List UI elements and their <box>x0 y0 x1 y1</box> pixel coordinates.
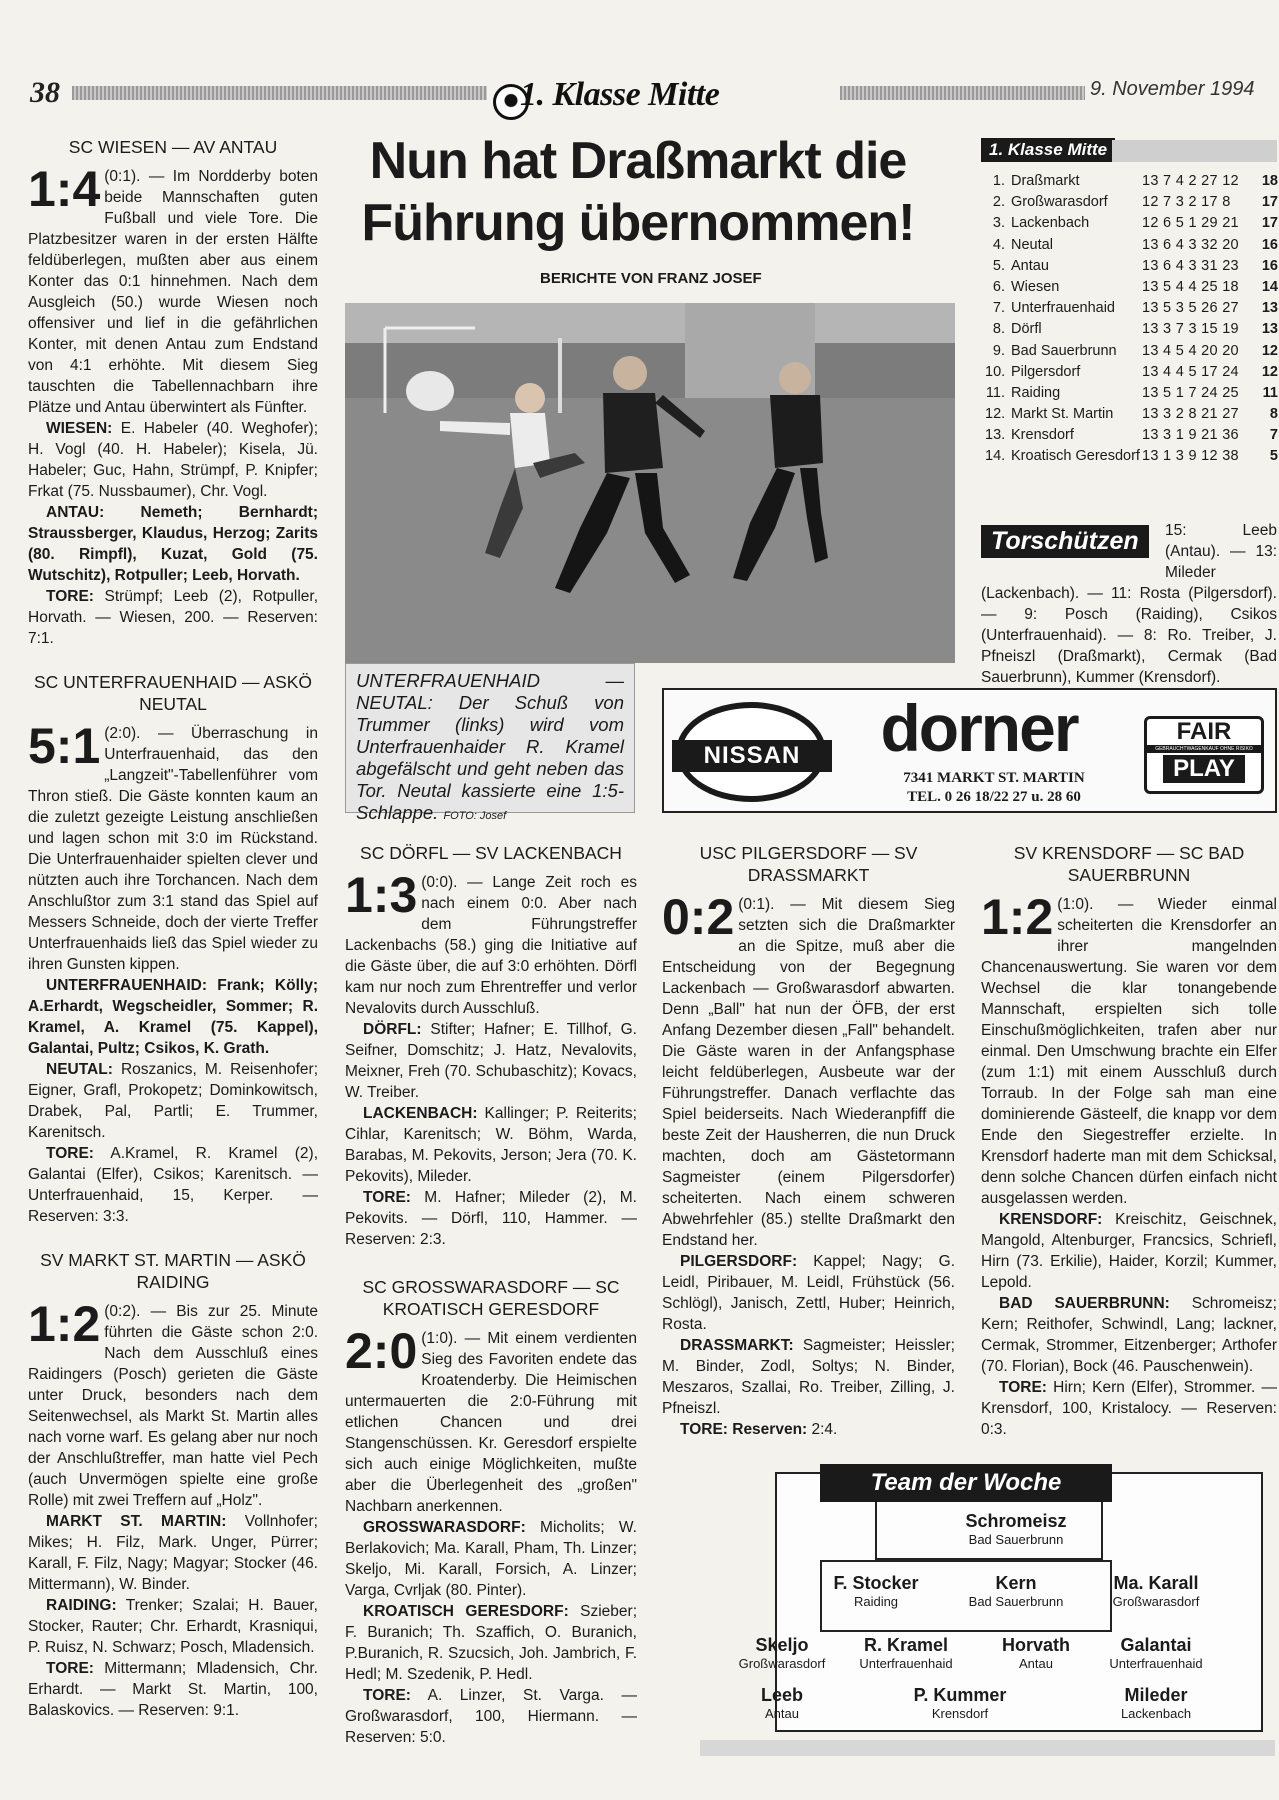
match-report: (2:0). — Überraschung in Unterfrauenhaid, das den „Langzeit"-Tabellenführer vom Thron stieß. Die Gäste konnten kaum an die zuletzt gezeigte Leistung anschließen und lagen schon mit 3:0 im Rückstand. Die Unterfrauenhaider spielten clever und nützten auch ihre Torchancen. Nach dem Anschlußtor zum 3:1 stand das Spiel auf Messers Schneide, doch der vierte Treffer Unterfrauenhaids ließ das Spiel wieder zu ihren Gunsten kippen. <box>28 725 318 973</box>
player-club: Großwarasdorf <box>1112 1594 1200 1609</box>
page-number: 38 <box>30 76 60 109</box>
player-name: Ma. Karall <box>1113 1573 1199 1593</box>
player-name: Galantai <box>1120 1635 1192 1655</box>
table-cell-pts: 13 <box>1261 300 1278 317</box>
player-club: Bad Sauerbrunn <box>968 1594 1064 1609</box>
table-cell-team: Bad Sauerbrunn <box>1011 342 1117 359</box>
match-title: SV KRENSDORF — SC BAD SAUERBRUNN <box>1013 843 1245 885</box>
report-grosswarasdorf: SC GROSSWARASDORF — SC KROATISCH GERESDORF 2:0 (1:0). — Mit einem verdienten Sieg des Favoriten endete das Kroatenderby. Die Heimischen untermauerten die 2:0-Führung mit etlichen Chancen und drei Stangenschüssen. Kr. Geresdorf erspielte sich auch einige Möglichkeiten, mußte aber die Überlegenheit des „großen" Nachbarn anerkennen. GROSSWARASDORF: Micholits; W. Berlakovich; Ma. Karall, Pham, Th. Linzer; Skeljo, Mi. Karall, Forsich, A. Linzer; Varga, Cvrljak (80. Pinter). KROATISCH GERESDORF: Szieber; F. Buranich; Th. Szaffich, O. Buranich, P.Buranich, R. Szucsich, Joh. Jambrich, F. Hedl; M. Szedenik, P. Hedl. TORE: A. Linzer, St. Varga. — Großwarasdorf, 100, Hiermann. — Reserven: 5:0. <box>345 1277 637 1746</box>
table-cell-pos: 2. <box>992 194 1005 211</box>
photo-caption <box>345 663 635 823</box>
match-title: USC PILGERSDORF — SV DRASSMARKT <box>699 843 918 885</box>
table-row <box>985 362 1278 383</box>
player-club: Krensdorf <box>931 1706 989 1721</box>
table-cell-pos: 7. <box>992 300 1005 317</box>
table-cell-pos: 9. <box>992 342 1005 359</box>
team-player <box>880 1684 1040 1722</box>
table-cell-team: Unterfrauenhaid <box>1011 300 1115 317</box>
player-club: Raiding <box>853 1594 899 1609</box>
player-club: Unterfrauenhaid <box>859 1656 953 1671</box>
match-photo <box>345 303 955 663</box>
table-cell-pts: 18 <box>1261 173 1278 189</box>
player-name: F. Stocker <box>833 1573 919 1593</box>
table-cell-stats: 13 3 7 3 15 19 <box>1142 321 1239 338</box>
header-rule-right <box>840 86 1085 100</box>
match-score: 0:2 <box>662 889 735 945</box>
table-cell-pts: 13 <box>1261 321 1278 338</box>
table-cell-team: Krensdorf <box>1011 427 1074 444</box>
table-cell-team: Lackenbach <box>1011 215 1090 232</box>
table-row <box>985 341 1278 362</box>
report-unterfrauenhaid: SC UNTERFRAUENHAID — ASKÖ NEUTAL 5:1 (2:0). — Überraschung in Unterfrauenhaid, das den „Langzeit"-Tabellenführer vom Thron stieß. Die Gäste konnten kaum an die zuletzt gezeigte Leistung anschließen und lagen schon mit 3:0 im Rückstand. Die Unterfrauenhaider spielten clever und nützten auch ihre Torchancen. Nach dem Anschlußtor zum 3:1 stand das Spiel auf Messers Schneide, doch der vierte Treffer Unterfrauenhaids ließ das Spiel wieder zu ihren Gunsten kippen. UNTERFRAUENHAID: Frank; Kölly; A.Erhardt, Wegscheidler, Sommer; R. Kramel, A. Kramel (75. Kappel), Galantai, Pultz; Csikos, K. Grath. NEUTAL: Roszanics, M. Reisenhofer; Eigner, Grafl, Prokopetz; Dominkowitsch, Drabek, Pal, Partli; E. Trummer, Karenitsch. TORE: A.Kramel, R. Kramel (2), Galantai (Elfer), Csikos; Karenitsch. — Unterfrauenhaid, 15, Kerper. — Reserven: 3:3. <box>28 672 318 1225</box>
table-cell-pts: 16 <box>1261 257 1278 274</box>
table-row <box>985 256 1278 277</box>
column-1 <box>28 136 318 1721</box>
table-row <box>985 319 1278 340</box>
table-cell-pos: 1. <box>992 173 1005 189</box>
table-cell-stats: 13 3 1 9 21 36 <box>1142 427 1239 444</box>
team-player <box>702 1684 862 1722</box>
player-club: Unterfrauenhaid <box>1109 1656 1203 1671</box>
table-cell-team: Wiesen <box>1011 278 1060 295</box>
player-name: Skeljo <box>755 1635 809 1655</box>
match-score: 2:0 <box>345 1323 418 1379</box>
nissan-logo <box>676 702 826 802</box>
match-report: (0:2). — Bis zur 25. Minute führten die Gäste schon 2:0. Nach dem Ausschluß eines Raidingers (Posch) gerieten die Gäste unter Druck, besonders nach dem Seitenwechsel, als Markt St. Martin alles nach vorne warf. Es gelang aber nur noch der Anschlußtreffer, man hatte viel Pech (auch Unvermögen spielte eine große Rolle) mit zwei Treffern auf „Holz". <box>28 1303 318 1509</box>
caption-text: UNTERFRAUENHAID — NEUTAL: Der Schuß von Trummer (links) wird vom Unterfrauenhaider R. Kramel abgefälscht und geht neben das Tor. Neutal kassierte eine 1:5-Schlappe. <box>356 670 624 823</box>
report-wiesen: SC WIESEN — AV ANTAU 1:4 (0:1). — Im Nordderby boten beide Mannschaften guten Fußball und viele Tore. Die Platzbesitzer waren in der ersten Hälfte feldüberlegen, mußten aber aus einem Konter das 0:1 hinnehmen. Nach dem Ausgleich (50.) wurde Wiesen noch offensiver und lief in die gefährlichen Konter, mit denen Antau zum Endstand von 4:1 erhöhte. Mit diesem Sieg tauschten die Tabellennachbarn ihre Plätze und Antau überwintert als Fünfter. WIESEN: E. Habeler (40. Weghofer); H. Vogl (40. H. Habeler); Kisela, Jü. Habeler; Guc, Hahn, Strümpf, P. Knipfer; Frkat (75. Nussbaumer), Chr. Vogl. ANTAU: Nemeth; Bernhardt; Straussberger, Klaudus, Herzog; Zarits (80. Rimpfl), Kuzat, Gold (75. Wutschitz), Rotpuller; Leeb, Horvath. TORE: Strümpf; Leeb (2), Rotpuller, Horvath. — Wiesen, 200. — Reserven: 7:1. <box>28 137 318 647</box>
table-cell-team: Draßmarkt <box>1011 173 1080 189</box>
table-cell-stats: 13 6 4 3 32 20 <box>1142 236 1239 253</box>
report-markt-st-martin: SV MARKT ST. MARTIN — ASKÖ RAIDING 1:2 (0:2). — Bis zur 25. Minute führten die Gäste schon 2:0. Nach dem Ausschluß eines Raidingers (Posch) gerieten die Gäste unter Druck, besonders nach dem Seitenwechsel, als Markt St. Martin alles nach vorne warf. Es gelang aber nur noch der Anschlußtreffer, man hatte viel Pech (auch Unvermögen spielte eine große Rolle) mit zwei Treffern auf „Holz". MARKT ST. MARTIN: Vollnhofer; Mikes; H. Filz, Mark. Unger, Pürrer; Karall, F. Filz, Nagy; Magyar; Stocker (46. Mittermann), W. Binder. RAIDING: Trenker; Szalai; H. Bauer, Stocker, Rauter; Chr. Erhardt, Krasniqui, P. Ruisz, N. Schwarz; Posch, Mladensich. TORE: Mittermann; Mladensich, Chr. Erhardt. — Markt St. Martin, 100, Balaskovics. — Reserven: 9:1. <box>28 1250 318 1719</box>
match-score: 1:2 <box>981 889 1054 945</box>
table-row <box>985 298 1278 319</box>
table-row <box>985 235 1278 256</box>
table-cell-pos: 12. <box>985 406 1006 423</box>
table-cell-stats: 13 5 1 7 24 25 <box>1142 384 1239 401</box>
team-player <box>936 1510 1096 1548</box>
table-cell-stats: 13 1 3 9 12 38 <box>1142 448 1239 465</box>
badge-middle-text: GEBRAUCHTWAGENKAUF OHNE RISIKO <box>1145 745 1263 753</box>
match-title: SC UNTERFRAUENHAID — ASKÖ NEUTAL <box>33 672 313 714</box>
byline: BERICHTE VON FRANZ JOSEF <box>540 270 762 287</box>
column-2 <box>345 842 637 1748</box>
footer-rule <box>700 1740 1275 1756</box>
table-cell-pos: 10. <box>985 363 1006 380</box>
table-cell-pts: 12 <box>1261 363 1278 380</box>
table-cell-pos: 8. <box>992 321 1005 338</box>
table-cell-pts: 11 <box>1262 384 1278 401</box>
player-name: Horvath <box>1001 1635 1070 1655</box>
match-score: 1:2 <box>28 1296 101 1352</box>
match-title: SV MARKT ST. MARTIN — ASKÖ RAIDING <box>40 1250 306 1292</box>
table-cell-pts: 12 <box>1261 342 1278 359</box>
scorers-title: Torschützen <box>981 525 1149 558</box>
team-player <box>796 1572 956 1610</box>
table-cell-team: Antau <box>1011 257 1049 274</box>
table-cell-team: Raiding <box>1011 384 1061 401</box>
table-cell-stats: 13 6 4 3 31 23 <box>1142 257 1239 274</box>
photo-illustration <box>345 303 955 663</box>
player-name: Leeb <box>760 1685 803 1705</box>
table-cell-stats: 12 7 3 2 17 8 <box>1142 194 1231 211</box>
player-name: R. Kramel <box>863 1635 949 1655</box>
report-pilgersdorf: USC PILGERSDORF — SV DRASSMARKT 0:2 (0:1). — Mit diesem Sieg setzten sich die Draßmarkter an die Spitze, muß aber die Entscheidung von der Begegnung Lackenbach — Großwarasdorf abwarten. Denn „Ball" hat nun der ÖFB, der erst Anfang Dezember diesen „Fall" behandelt. Die Gäste waren in der Anfangsphase leicht feldüberlegen, Ausbeute war der Führungstreffer. Danach verflachte das Spiel beiderseits. Nach Wiederanpfiff die beste Zeit der Hausherren, die nun Druck machten, doch am Gästetormann Sagmeister (einem Pilgersdorfer) scheiterten. Nach einem schweren Abwehrfehler (85.) stellte Draßmarkt den Endstand her. PILGERSDORF: Kappel; Nagy; G. Leidl, Piribauer, M. Leidl, Frühstück (56. Schlögl), Janisch, Zettl, Huber; Heinrich, Rosta. DRASSMARKT: Sagmeister; Heissler; M. Binder, Zodl, Soltys; N. Binder, Meszaros, Szallai, Ro. Treiber, Zilling, J. Pfneiszl. TORE: Reserven: 2:4. <box>662 843 955 1438</box>
match-report: (0:0). — Lange Zeit roch es nach einem 0:0. Aber nach dem Führungstreffer Lackenbachs (58.) ging die Initiative auf die Gäste über, die auf 3:0 erhöhten. Dörfl kam nur noch zum Ehrentreffer und verlor Nevalovits durch Ausschluß. <box>345 874 637 1017</box>
match-title: SC DÖRFL — SV LACKENBACH <box>360 843 622 863</box>
page-headline: Nun hat Draßmarkt die Führung übernommen! <box>361 132 915 252</box>
table-cell-pos: 6. <box>992 278 1005 295</box>
league-table <box>985 171 1278 468</box>
table-cell-pts: 17 <box>1261 194 1278 211</box>
table-row <box>985 277 1278 298</box>
table-cell-pos: 11. <box>985 384 1005 401</box>
table-cell-stats: 13 3 2 8 21 27 <box>1142 406 1239 423</box>
photo-credit: FOTO: Josef <box>443 810 507 822</box>
match-title: SC WIESEN — AV ANTAU <box>68 137 278 157</box>
table-row <box>985 404 1278 425</box>
table-cell-pos: 5. <box>992 257 1005 274</box>
table-row <box>985 425 1278 446</box>
table-cell-stats: 13 7 4 2 27 12 <box>1142 173 1239 189</box>
table-cell-pts: 16 <box>1261 236 1278 253</box>
table-cell-pos: 3. <box>992 215 1005 232</box>
team-player <box>1076 1684 1236 1722</box>
table-cell-stats: 13 5 4 4 25 18 <box>1142 278 1239 295</box>
table-cell-team: Markt St. Martin <box>1011 406 1114 423</box>
badge-bottom-text: PLAY <box>1163 755 1245 783</box>
dealer-address: 7341 MARKT ST. MARTIN <box>903 770 1085 786</box>
table-cell-pos: 13. <box>985 427 1006 444</box>
table-cell-stats: 13 4 5 4 20 20 <box>1142 342 1239 359</box>
table-cell-stats: 12 6 5 1 29 21 <box>1142 215 1239 232</box>
player-name: Kern <box>995 1573 1037 1593</box>
match-report: (0:1). — Im Nordderby boten beide Mannschaften guten Fußball und viele Tore. Die Platzbesitzer waren in der ersten Hälfte feldüberlegen, mußten aber aus einem Konter das 0:1 hinnehmen. Nach dem Ausgleich (50.) wurde Wiesen noch offensiver und lief in die gefährlichen Konter, mit denen Antau zum Endstand von 4:1 erhöhte. Mit diesem Sieg tauschten die Tabellennachbarn ihre Plätze und Antau überwintert als Fünfter. <box>28 168 318 416</box>
header-rule-left <box>72 86 487 100</box>
table-cell-stats: 13 4 4 5 17 24 <box>1142 363 1239 380</box>
table-cell-team: Kroatisch Geresdorf <box>1011 448 1140 465</box>
table-cell-team: Neutal <box>1011 236 1053 253</box>
match-score: 5:1 <box>28 718 101 774</box>
table-cell-team: Großwarasdorf <box>1011 194 1108 211</box>
player-club: Antau <box>765 1706 799 1721</box>
table-cell-pts: 14 <box>1261 278 1278 295</box>
table-cell-pts: 7 <box>1269 427 1278 444</box>
dealer-phone: TEL. 0 26 18/22 27 u. 28 60 <box>907 789 1081 805</box>
column-4 <box>981 842 1277 1440</box>
team-of-week-title: Team der Woche <box>820 1464 1112 1502</box>
table-title: 1. Klasse Mitte <box>981 138 1115 162</box>
scorers-text: 15: Leeb (Antau). — 13: Mileder (Lackenbach). — 11: Rosta (Pilgersdorf). — 9: Posch (Raiding), Csikos (Unterfrauenhaid). — 8: Ro. Treiber, J. Pfneiszl (Draßmarkt), Cermak (Bad Sauerbrunn), Kummer (Krensdorf). <box>981 522 1277 686</box>
player-club: Lackenbach <box>1120 1706 1192 1721</box>
table-row <box>985 213 1278 234</box>
nissan-wordmark: NISSAN <box>672 740 832 772</box>
table-title-rule <box>1112 140 1277 162</box>
match-report: (1:0). — Wieder einmal scheiterten die Krensdorfer an ihrer mangelnden Chancenauswertung. Sie waren vor dem Wechsel die klar tonangebende Mannschaft, erspielten sich tolle Einschußmöglichkeiten, trafen aber nur einmal. Den Umschwung brachte ein Elfer (zum 1:1) mit einem Ausschluß durch Torraub. In der Folge sah man eine dominierende Gästeelf, die knapp vor dem Ende den Siegestreffer erzielte. In Krensdorf haderte man mit dem Schicksal, denn solche Chancen dürfen einfach nicht ausgelassen werden. <box>981 896 1277 1207</box>
team-player <box>1076 1634 1236 1672</box>
table-row <box>985 171 1278 192</box>
table-cell-team: Pilgersdorf <box>1011 363 1081 380</box>
player-name: Schromeisz <box>965 1511 1067 1531</box>
match-score: 1:4 <box>28 161 101 217</box>
table-cell-pos: 4. <box>992 236 1005 253</box>
player-club: Bad Sauerbrunn <box>968 1532 1064 1547</box>
section-title: 1. Klasse Mitte <box>520 76 720 113</box>
report-krensdorf: SV KRENSDORF — SC BAD SAUERBRUNN 1:2 (1:0). — Wieder einmal scheiterten die Krensdorfer an ihrer mangelnden Chancenauswertung. Sie waren vor dem Wechsel die klar tonangebende Mannschaft, erspielten sich tolle Einschußmöglichkeiten, trafen aber nur einmal. Den Umschwung brachte ein Elfer (zum 1:1) mit einem Ausschluß durch Torraub. In der Folge sah man eine dominierende Gästeelf, die knapp vor dem Ende den Siegestreffer erzielte. In Krensdorf haderte man mit dem Schicksal, denn solche Chancen dürfen einfach nicht ausgelassen werden. KRENSDORF: Kreischitz, Geischnek, Mangold, Altenburger, Francsics, Schriefl, Hirn (73. Erkilie), Haider, Korzil; Kummer, Lepold. BAD SAUERBRUNN: Schromeisz; Kern; Reithofer, Schwindl, Lang; lackner, Cermak, Strommer, Eitzenberger; Arthofer (70. Florian), Bock (46. Pauschenwein). TORE: Hirn; Kern (Elfer), Strommer. — Krensdorf, 100, Kristalocy. — Reserven: 0:3. <box>981 843 1277 1438</box>
advertisement <box>662 688 1277 813</box>
table-row <box>985 446 1278 467</box>
table-cell-team: Dörfl <box>1011 321 1042 338</box>
team-player <box>936 1572 1096 1610</box>
match-report: (0:1). — Mit diesem Sieg setzten sich die Draßmarkter an die Spitze, muß aber die Entscheidung von der Begegnung Lackenbach — Großwarasdorf abwarten. Denn „Ball" hat nun der ÖFB, der erst Anfang Dezember diesen „Fall" behandelt. Die Gäste waren in der Anfangsphase leicht feldüberlegen, Ausbeute war der Führungstreffer. Danach verflachte das Spiel beiderseits. Nach Wiederanpfiff die beste Zeit der Hausherren, die nun Druck machten, doch am Gästetormann Sagmeister (einem Pilgersdorfer) scheiterten. Nach einem schweren Abwehrfehler (85.) stellte Draßmarkt den Endstand her. <box>662 896 955 1249</box>
table-row <box>985 192 1278 213</box>
player-name: P. Kummer <box>913 1685 1007 1705</box>
dealer-name: dorner <box>880 691 1078 765</box>
table-cell-pts: 5 <box>1269 448 1278 465</box>
player-club: Großwarasdorf <box>738 1656 826 1671</box>
table-cell-pos: 14. <box>985 448 1006 465</box>
match-title: SC GROSSWARASDORF — SC KROATISCH GERESDORF <box>362 1277 620 1319</box>
column-3 <box>662 842 955 1440</box>
team-player <box>1076 1572 1236 1610</box>
table-cell-pts: 17 <box>1261 215 1278 232</box>
table-cell-pts: 8 <box>1269 406 1278 423</box>
badge-top-text: FAIR <box>1176 718 1232 745</box>
table-row <box>985 383 1278 404</box>
report-doerfl: SC DÖRFL — SV LACKENBACH 1:3 (0:0). — Lange Zeit roch es nach einem 0:0. Aber nach dem Führungstreffer Lackenbachs (58.) ging die Initiative auf die Gäste über, die auf 3:0 erhöhten. Dörfl kam nur noch zum Ehrentreffer und verlor Nevalovits durch Ausschluß. DÖRFL: Stifter; Hafner; E. Tillhof, G. Seifner, Domschitz; J. Hatz, Nevalovits, Meixner, Freh (70. Schubaschitz); Kovacs, W. Treiber. LACKENBACH: Kallinger; P. Reiterits; Cihlar, Karenitsch; W. Böhm, Warda, Barabas, M. Pekovits, Jerson; Jera (70. K. Pekovits), Mileder. TORE: M. Hafner; Mileder (2), M. Pekovits. — Dörfl, 110, Hammer. — Reserven: 2:3. <box>345 843 637 1248</box>
fair-play-badge <box>1144 716 1264 794</box>
match-score: 1:3 <box>345 867 418 923</box>
player-name: Mileder <box>1124 1685 1188 1705</box>
match-report: (1:0). — Mit einem verdienten Sieg des Favoriten endete das Kroatenderby. Die Heimischen untermauerten die 2:0-Führung mit etlichen Chancen und drei Stangenschüssen. Kr. Geresdorf erspielte sich auch einige Möglichkeiten, mußte aber die Überlegenheit des „großen" Nachbarn anerkennen. <box>345 1330 637 1515</box>
player-club: Antau <box>1019 1656 1053 1671</box>
issue-date: 9. November 1994 <box>1090 78 1255 100</box>
table-cell-stats: 13 5 3 5 26 27 <box>1142 300 1239 317</box>
